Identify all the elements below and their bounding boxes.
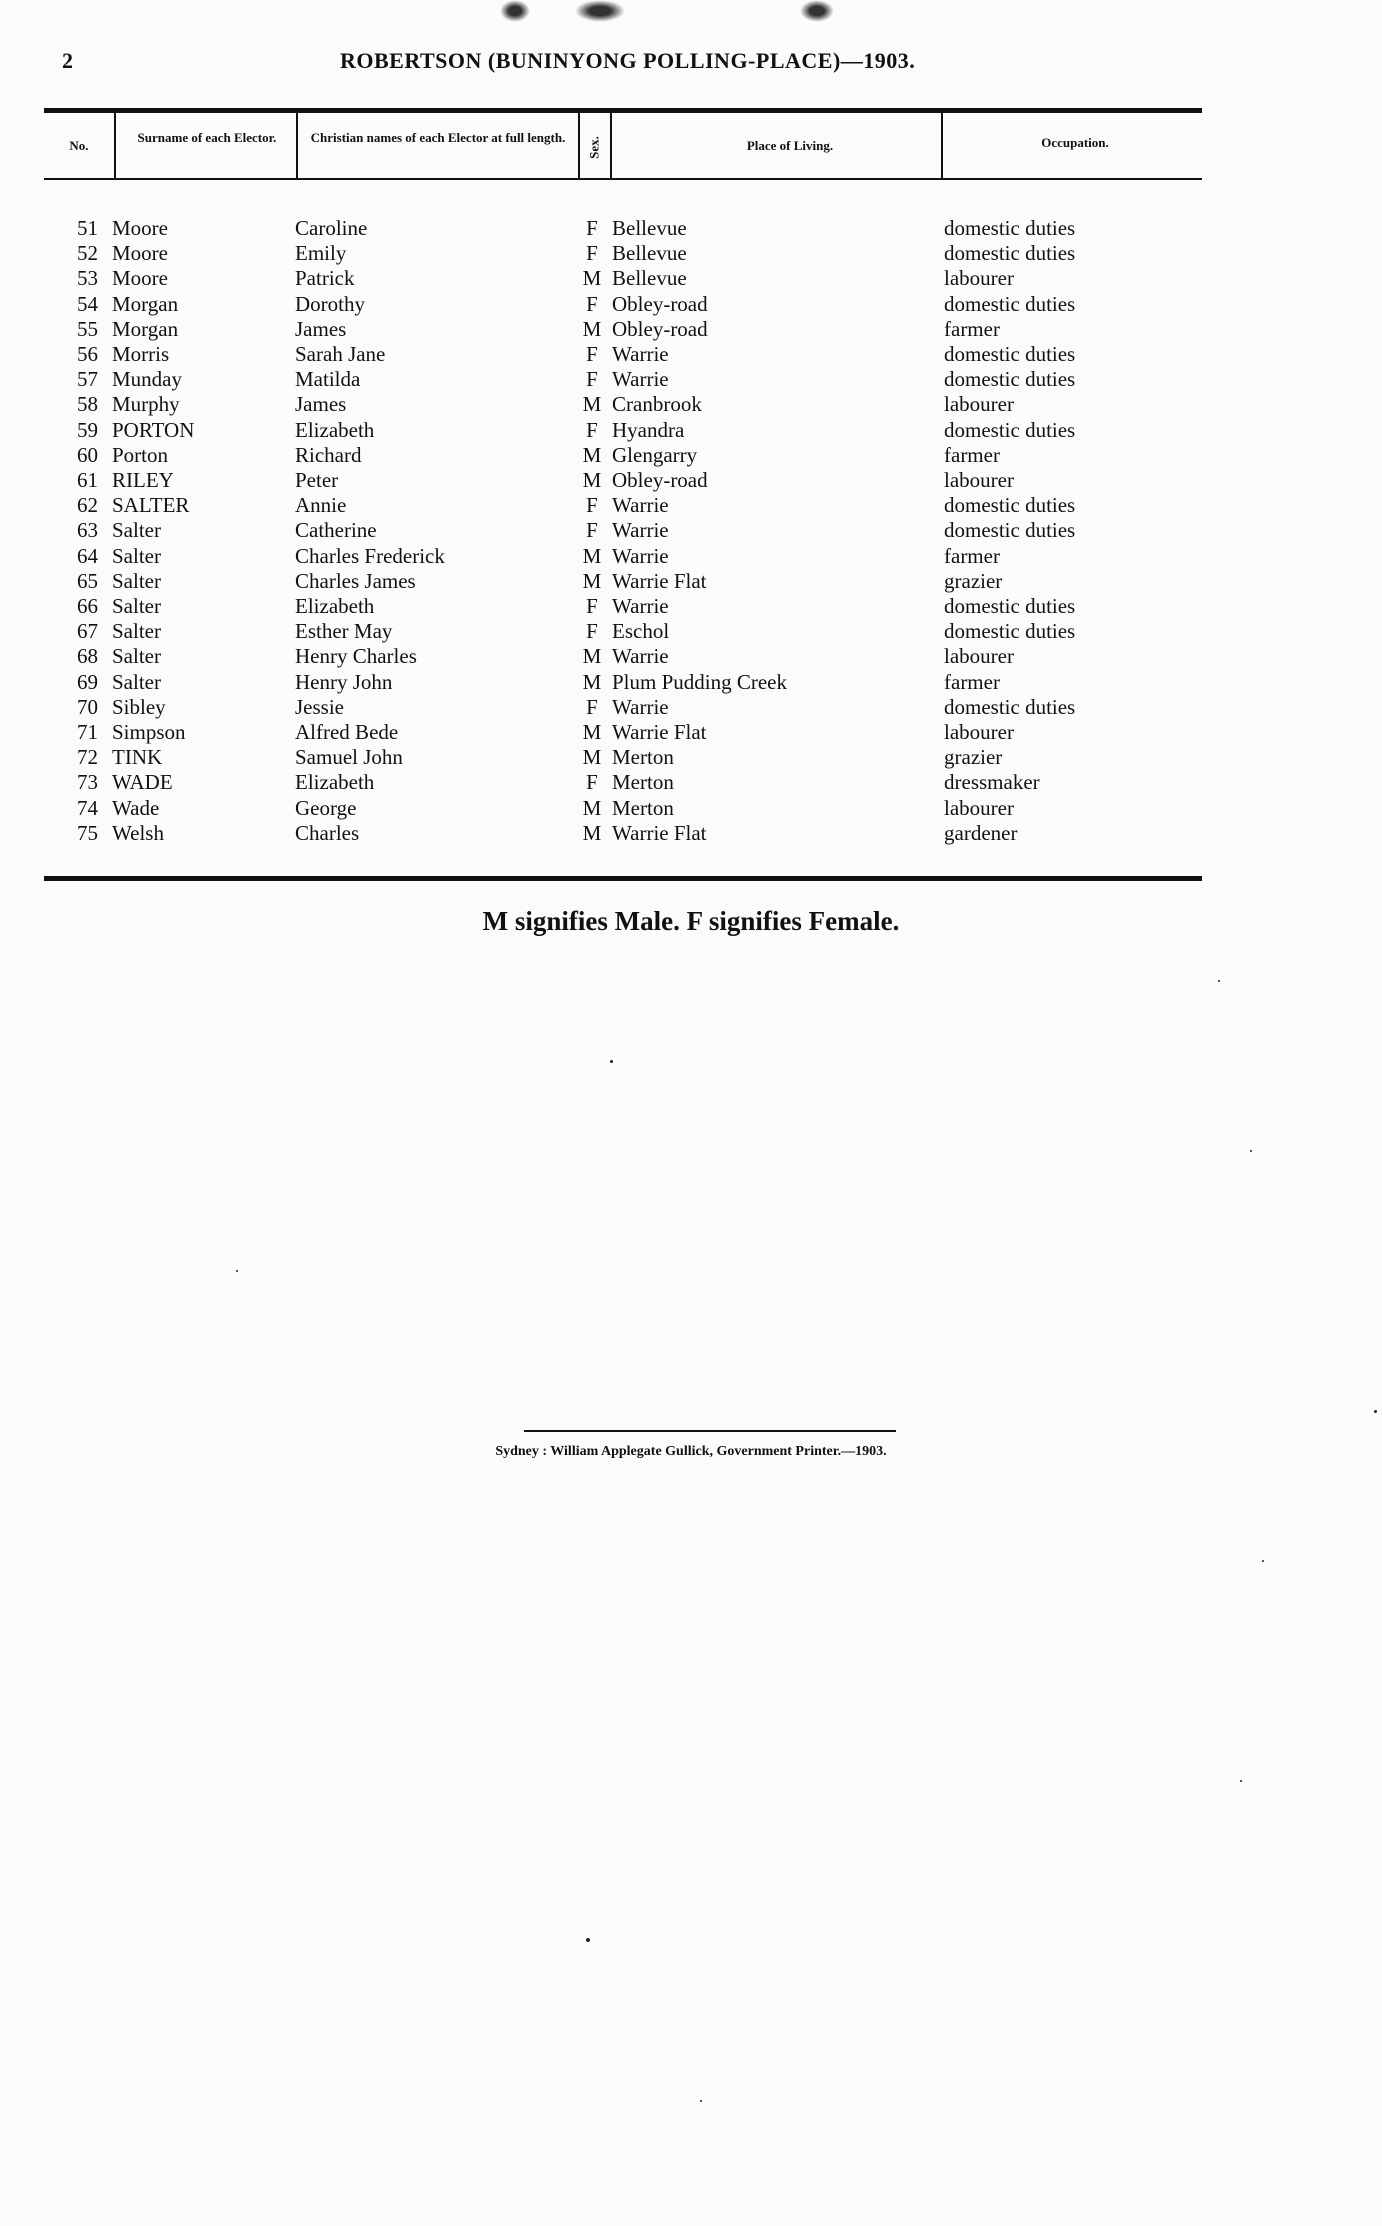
elector-sex: M: [582, 644, 602, 669]
elector-sex: F: [586, 694, 598, 719]
table-row: [0, 770, 1382, 795]
elector-number: 54: [77, 291, 98, 316]
elector-occupation: domestic duties: [944, 694, 1076, 719]
elector-christian-names: Emily: [295, 241, 347, 266]
elector-number: 64: [77, 543, 98, 568]
table-row: [0, 796, 1382, 821]
elector-place-of-living: Obley-road: [612, 316, 708, 341]
elector-number: 68: [77, 644, 98, 669]
print-speck: [700, 2100, 702, 2102]
elector-occupation: labourer: [944, 720, 1014, 744]
table-row: [0, 443, 1382, 468]
elector-surname: Salter: [112, 619, 161, 644]
elector-sex: F: [586, 770, 598, 795]
elector-christian-names: Dorothy: [295, 291, 365, 316]
elector-sex: F: [586, 518, 598, 543]
elector-surname: Salter: [112, 568, 161, 593]
elector-place-of-living: Warrie Flat: [612, 568, 707, 593]
elector-occupation: domestic duties: [944, 342, 1076, 366]
elector-surname: WADE: [112, 770, 173, 795]
elector-occupation: labourer: [944, 266, 1014, 291]
elector-surname: Morris: [112, 342, 170, 366]
elector-number: 62: [77, 493, 98, 518]
elector-surname: Moore: [112, 216, 168, 240]
elector-number: 51: [77, 216, 98, 240]
elector-sex: F: [586, 417, 598, 442]
elector-place-of-living: Warrie: [612, 594, 669, 618]
elector-occupation: domestic duties: [944, 619, 1076, 644]
elector-sex: M: [582, 820, 602, 845]
print-speck: [610, 1060, 613, 1063]
column-header-place: Place of Living.: [746, 138, 834, 153]
elector-place-of-living: Bellevue: [612, 241, 687, 266]
elector-christian-names: Elizabeth: [295, 417, 375, 442]
elector-occupation: domestic duties: [944, 518, 1076, 543]
elector-occupation: farmer: [944, 669, 1000, 694]
elector-place-of-living: Warrie: [612, 367, 669, 392]
table-row: [0, 670, 1382, 695]
elector-number: 60: [77, 442, 98, 467]
sex-legend: M signifies Male. F signifies Female.: [482, 906, 900, 936]
elector-christian-names: Matilda: [295, 367, 361, 392]
elector-place-of-living: Obley-road: [612, 291, 708, 316]
ink-blot: [800, 0, 834, 22]
elector-place-of-living: Merton: [612, 795, 674, 820]
elector-surname: Morgan: [112, 291, 179, 316]
elector-sex: M: [582, 568, 602, 593]
elector-number: 73: [77, 770, 98, 795]
print-speck: [1262, 1560, 1264, 1562]
elector-christian-names: Elizabeth: [295, 594, 375, 618]
table-bottom-rule: [44, 876, 1202, 881]
column-divider: [941, 113, 943, 179]
elector-number: 65: [77, 568, 98, 593]
elector-surname: Salter: [112, 518, 161, 543]
table-row: [0, 695, 1382, 720]
column-header-sex: Sex.: [586, 136, 602, 159]
elector-number: 67: [77, 619, 98, 644]
elector-christian-names: Samuel John: [295, 745, 403, 770]
elector-surname: TINK: [112, 745, 163, 770]
elector-place-of-living: Warrie Flat: [612, 820, 707, 845]
elector-christian-names: Alfred Bede: [295, 720, 399, 744]
elector-sex: M: [582, 745, 602, 770]
elector-sex: F: [586, 241, 598, 266]
print-speck: [1374, 1410, 1377, 1413]
elector-place-of-living: Warrie: [612, 342, 669, 366]
elector-place-of-living: Warrie: [612, 644, 669, 669]
elector-surname: SALTER: [112, 493, 190, 518]
print-speck: [1240, 1780, 1242, 1782]
elector-occupation: domestic duties: [944, 291, 1076, 316]
table-row: [0, 216, 1382, 241]
elector-occupation: farmer: [944, 442, 1000, 467]
elector-occupation: domestic duties: [944, 594, 1076, 618]
elector-place-of-living: Bellevue: [612, 266, 687, 291]
elector-place-of-living: Merton: [612, 770, 674, 795]
column-divider: [610, 113, 612, 179]
elector-number: 74: [77, 795, 98, 820]
elector-surname: Morgan: [112, 316, 179, 341]
elector-place-of-living: Eschol: [612, 619, 670, 644]
elector-place-of-living: Warrie: [612, 493, 669, 518]
table-row: [0, 468, 1382, 493]
elector-occupation: labourer: [944, 392, 1014, 417]
elector-surname: Salter: [112, 543, 161, 568]
table-top-rule: [44, 108, 1202, 113]
elector-christian-names: James: [295, 316, 347, 341]
table-row: [0, 292, 1382, 317]
elector-surname: Munday: [112, 367, 182, 392]
elector-sex: M: [582, 543, 602, 568]
elector-surname: Porton: [112, 442, 169, 467]
elector-surname: Simpson: [112, 720, 186, 744]
elector-place-of-living: Warrie: [612, 518, 669, 543]
elector-place-of-living: Warrie: [612, 543, 669, 568]
elector-sex: M: [582, 720, 602, 744]
table-row: [0, 342, 1382, 367]
ink-blot: [500, 0, 530, 22]
print-speck: [586, 1938, 590, 1942]
elector-christian-names: Patrick: [295, 266, 355, 291]
print-speck: [1218, 980, 1220, 982]
elector-number: 71: [77, 720, 98, 744]
table-header-rule: [44, 178, 1202, 180]
elector-occupation: labourer: [944, 795, 1014, 820]
elector-christian-names: James: [295, 392, 347, 417]
elector-christian-names: Elizabeth: [295, 770, 375, 795]
elector-christian-names: Annie: [295, 493, 347, 518]
elector-place-of-living: Plum Pudding Creek: [612, 669, 788, 694]
elector-sex: M: [582, 266, 602, 291]
elector-surname: Murphy: [112, 392, 180, 417]
elector-surname: Salter: [112, 669, 161, 694]
elector-number: 66: [77, 594, 98, 618]
table-row: [0, 745, 1382, 770]
elector-christian-names: Jessie: [295, 694, 344, 719]
elector-occupation: dressmaker: [944, 770, 1040, 795]
page-number: 2: [62, 48, 73, 73]
table-row: [0, 544, 1382, 569]
elector-place-of-living: Merton: [612, 745, 674, 770]
elector-number: 69: [77, 669, 98, 694]
column-header-christian: Christian names of each Elector at full length.: [310, 130, 566, 145]
elector-christian-names: Charles Frederick: [295, 543, 445, 568]
elector-number: 61: [77, 468, 98, 492]
elector-surname: Wade: [112, 795, 160, 820]
elector-place-of-living: Warrie Flat: [612, 720, 707, 744]
elector-number: 56: [77, 342, 98, 366]
elector-occupation: labourer: [944, 468, 1014, 492]
elector-number: 59: [77, 417, 98, 442]
elector-place-of-living: Hyandra: [612, 417, 685, 442]
elector-christian-names: Charles James: [295, 568, 416, 593]
elector-occupation: gardener: [944, 820, 1018, 845]
table-row: [0, 241, 1382, 266]
elector-number: 55: [77, 316, 98, 341]
elector-surname: Welsh: [112, 820, 164, 845]
elector-occupation: domestic duties: [944, 241, 1076, 266]
elector-christian-names: Peter: [295, 468, 339, 492]
elector-surname: Salter: [112, 644, 161, 669]
print-speck: [236, 1270, 238, 1272]
elector-occupation: grazier: [944, 745, 1003, 770]
table-row: [0, 619, 1382, 644]
elector-place-of-living: Bellevue: [612, 216, 687, 240]
elector-occupation: farmer: [944, 316, 1000, 341]
elector-sex: F: [586, 619, 598, 644]
elector-sex: M: [582, 669, 602, 694]
elector-sex: F: [586, 594, 598, 618]
table-row: [0, 518, 1382, 543]
elector-christian-names: Sarah Jane: [295, 342, 386, 366]
printer-imprint: Sydney : William Applegate Gullick, Government Printer.—1903.: [495, 1444, 887, 1459]
elector-sex: M: [582, 795, 602, 820]
table-row: [0, 392, 1382, 417]
elector-sex: F: [586, 291, 598, 316]
elector-place-of-living: Warrie: [612, 694, 669, 719]
table-row: [0, 821, 1382, 846]
elector-place-of-living: Glengarry: [612, 442, 698, 467]
elector-occupation: grazier: [944, 568, 1003, 593]
elector-christian-names: Charles: [295, 820, 360, 845]
elector-sex: F: [586, 216, 598, 240]
elector-number: 75: [77, 820, 98, 845]
elector-place-of-living: Obley-road: [612, 468, 708, 492]
elector-christian-names: George: [295, 795, 357, 820]
elector-surname: Sibley: [112, 694, 166, 719]
column-divider: [114, 113, 116, 179]
elector-number: 63: [77, 518, 98, 543]
table-row: [0, 720, 1382, 745]
elector-number: 70: [77, 694, 98, 719]
table-row: [0, 493, 1382, 518]
elector-christian-names: Catherine: [295, 518, 377, 543]
elector-christian-names: Caroline: [295, 216, 368, 240]
elector-place-of-living: Cranbrook: [612, 392, 702, 417]
elector-surname: Moore: [112, 266, 168, 291]
table-row: [0, 266, 1382, 291]
ink-blot: [575, 0, 625, 22]
elector-surname: Salter: [112, 594, 161, 618]
elector-sex: M: [582, 468, 602, 492]
column-divider: [296, 113, 298, 179]
table-row: [0, 367, 1382, 392]
elector-christian-names: Henry Charles: [295, 644, 417, 669]
table-row: [0, 569, 1382, 594]
page-title: ROBERTSON (BUNINYONG POLLING-PLACE)—1903.: [340, 48, 916, 73]
table-row: [0, 418, 1382, 443]
elector-occupation: labourer: [944, 644, 1014, 669]
elector-surname: RILEY: [112, 468, 174, 492]
table-row: [0, 594, 1382, 619]
elector-number: 57: [77, 367, 98, 392]
table-row: [0, 644, 1382, 669]
elector-number: 72: [77, 745, 98, 770]
elector-christian-names: Richard: [295, 442, 362, 467]
column-divider: [578, 113, 580, 179]
table-row: [0, 317, 1382, 342]
elector-sex: M: [582, 316, 602, 341]
elector-occupation: farmer: [944, 543, 1000, 568]
column-header-surname: Surname of each Elector.: [137, 130, 277, 145]
elector-number: 58: [77, 392, 98, 417]
elector-occupation: domestic duties: [944, 417, 1076, 442]
column-header-no: No.: [69, 138, 89, 153]
elector-occupation: domestic duties: [944, 367, 1076, 392]
elector-number: 52: [77, 241, 98, 266]
column-header-occupation: Occupation.: [1041, 135, 1109, 150]
elector-sex: F: [586, 493, 598, 518]
elector-sex: F: [586, 367, 598, 392]
print-speck: [1250, 1150, 1252, 1152]
elector-surname: Moore: [112, 241, 168, 266]
elector-sex: F: [586, 342, 598, 366]
elector-occupation: domestic duties: [944, 493, 1076, 518]
elector-sex: M: [582, 392, 602, 417]
elector-christian-names: Esther May: [295, 619, 393, 644]
elector-occupation: domestic duties: [944, 216, 1076, 240]
printer-rule: [524, 1430, 896, 1432]
elector-surname: PORTON: [112, 417, 195, 442]
elector-sex: M: [582, 442, 602, 467]
elector-number: 53: [77, 266, 98, 291]
elector-christian-names: Henry John: [295, 669, 393, 694]
